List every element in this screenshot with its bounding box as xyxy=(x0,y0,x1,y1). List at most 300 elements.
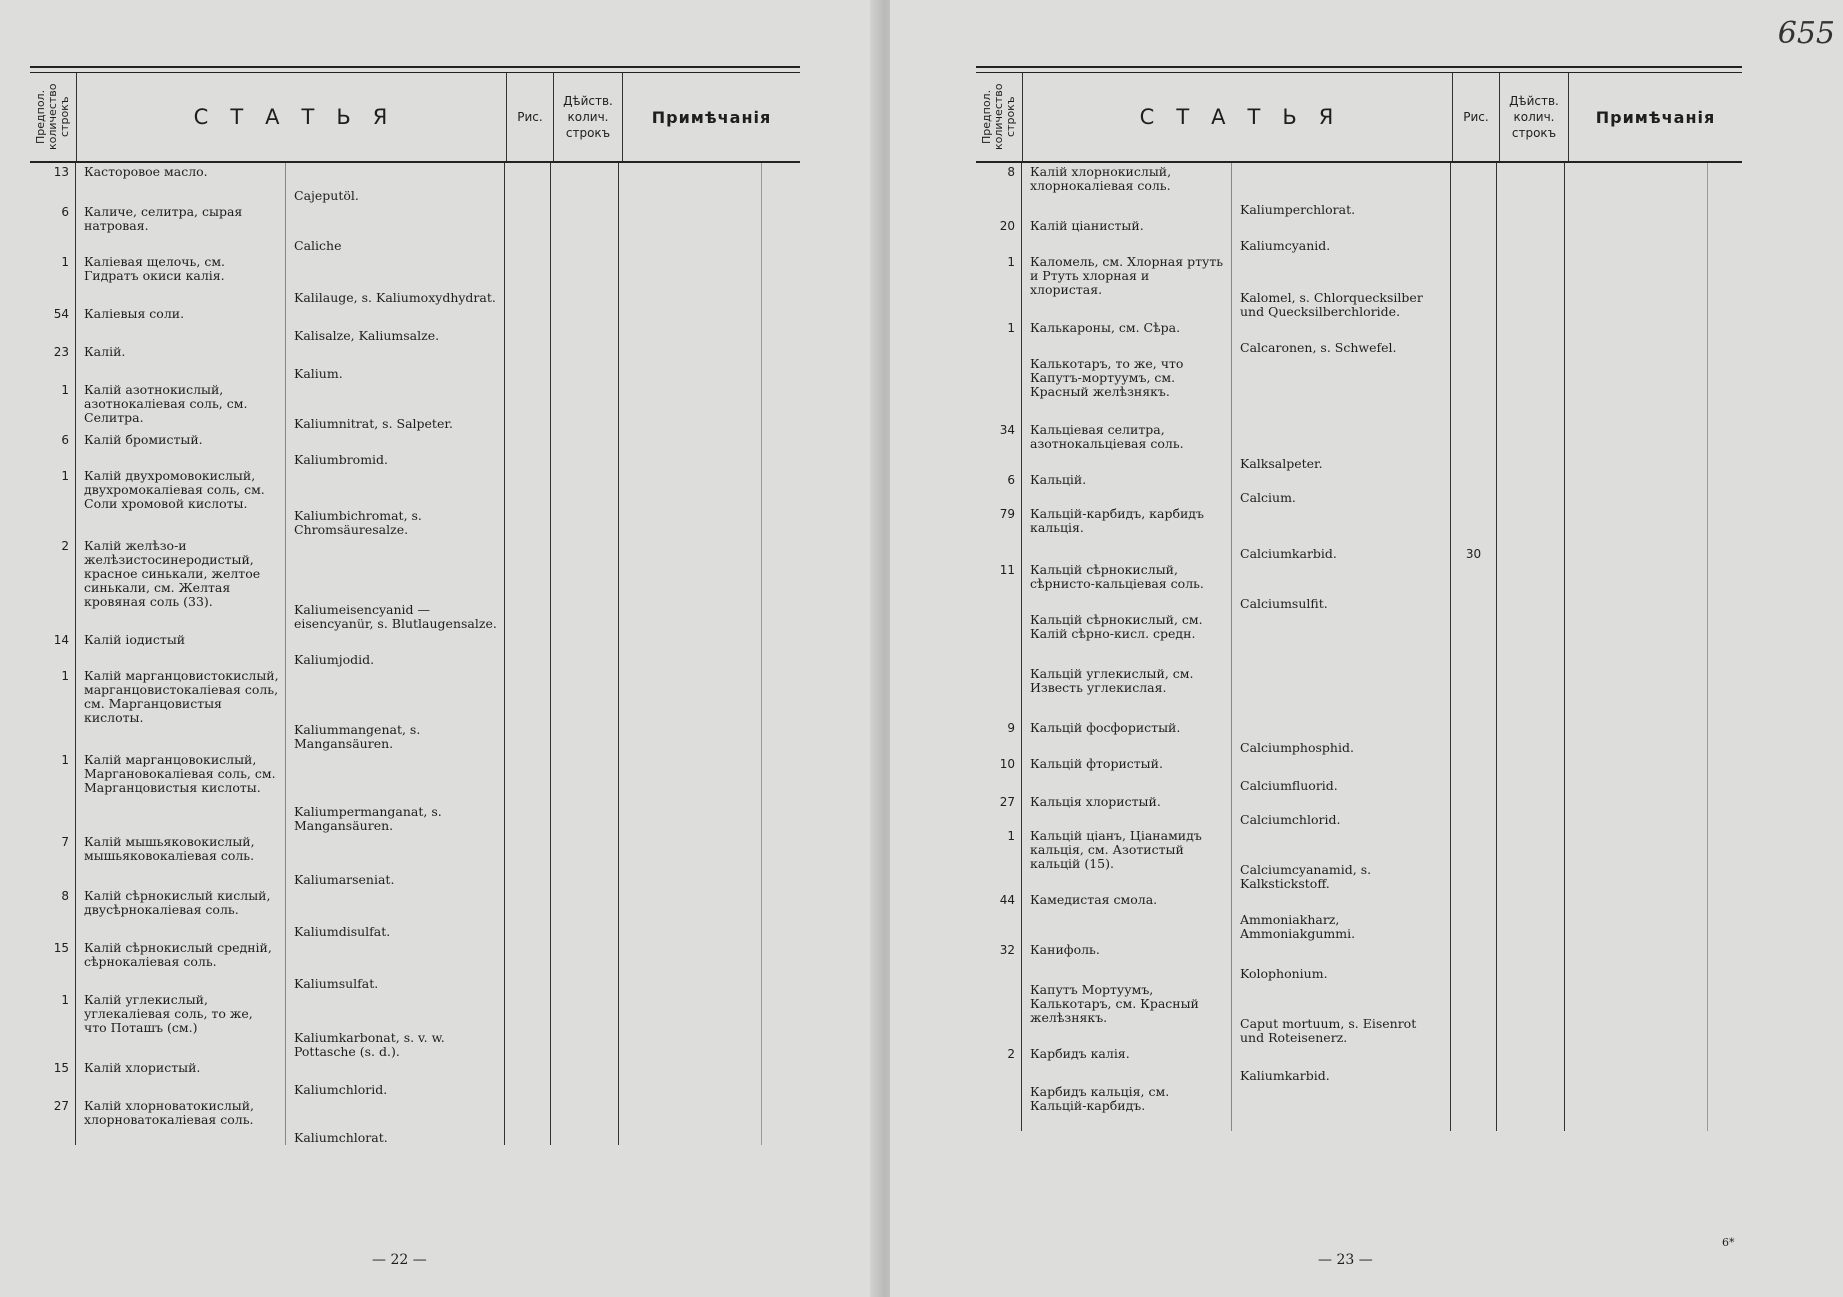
row-figure xyxy=(1451,827,1497,891)
row-article xyxy=(76,163,505,203)
german-term: Calcium. xyxy=(1240,490,1296,505)
row-article xyxy=(1022,941,1451,981)
row-figure xyxy=(1451,1045,1497,1083)
table-row xyxy=(30,631,800,667)
german-term-cell xyxy=(1232,981,1450,1045)
row-count: 2 xyxy=(976,1045,1022,1083)
russian-term: Калій углекислый, углекаліевая соль, то же, что Поташъ (см.) xyxy=(76,991,286,1059)
row-article xyxy=(76,631,505,667)
table-row xyxy=(30,467,800,537)
row-notes xyxy=(1565,793,1742,827)
row-actual-count xyxy=(551,467,619,537)
russian-term: Кальціевая селитра, азотнокальціевая соль. xyxy=(1022,421,1232,471)
german-term-cell xyxy=(1232,561,1450,611)
row-count xyxy=(976,981,1022,1045)
german-term-cell xyxy=(1232,1083,1450,1131)
row-actual-count xyxy=(551,381,619,431)
folio-number: 655 xyxy=(1777,16,1835,51)
row-notes xyxy=(619,203,800,253)
row-article xyxy=(1022,665,1451,719)
row-article xyxy=(76,305,505,343)
russian-term: Карбидъ калія. xyxy=(1022,1045,1232,1083)
russian-term: Калій желѣзо-и желѣзистосинеродистый, красное синькали, желтое синькали, см. Желтая кровяная соль (33). xyxy=(76,537,286,631)
row-notes xyxy=(1565,505,1742,561)
table-row xyxy=(976,471,1742,505)
german-term-cell xyxy=(1232,1045,1450,1083)
row-notes xyxy=(619,467,800,537)
row-figure xyxy=(1451,981,1497,1045)
table-row xyxy=(976,941,1742,981)
german-term: Calcaronen, s. Schwefel. xyxy=(1240,340,1397,355)
top-rule xyxy=(30,66,800,73)
russian-term: Касторовое масло. xyxy=(76,163,286,203)
row-article xyxy=(1022,163,1451,217)
table-row xyxy=(976,355,1742,421)
row-figure xyxy=(505,751,551,833)
table-row xyxy=(30,939,800,991)
row-count: 1 xyxy=(30,751,76,833)
row-count: 6 xyxy=(30,203,76,253)
row-article xyxy=(1022,611,1451,665)
row-actual-count xyxy=(1497,421,1565,471)
row-article xyxy=(76,1097,505,1145)
row-figure xyxy=(1451,665,1497,719)
notes-header xyxy=(1569,73,1742,161)
row-notes xyxy=(619,381,800,431)
table-row xyxy=(976,561,1742,611)
row-figure xyxy=(1451,755,1497,793)
row-figure xyxy=(1451,163,1497,217)
row-actual-count xyxy=(1497,941,1565,981)
russian-term: Каличе, селитра, сырая натровая. xyxy=(76,203,286,253)
german-term: Kalomel, s. Chlorquecksilber und Quecksilberchloride. xyxy=(1240,290,1423,319)
row-article xyxy=(1022,217,1451,253)
table-row xyxy=(976,163,1742,217)
row-count: 9 xyxy=(976,719,1022,755)
german-term: Kaliumbromid. xyxy=(294,452,389,467)
row-actual-count xyxy=(1497,505,1565,561)
row-notes xyxy=(619,667,800,751)
row-figure xyxy=(1451,217,1497,253)
left-page-number: — 22 — xyxy=(372,1252,427,1268)
russian-term: Камедистая смола. xyxy=(1022,891,1232,941)
russian-term: Карбидъ кальція, см. Кальцій-карбидъ. xyxy=(1022,1083,1232,1131)
row-figure xyxy=(1451,421,1497,471)
row-notes xyxy=(1565,217,1742,253)
notes-header xyxy=(623,73,800,161)
row-notes xyxy=(1565,355,1742,421)
row-notes xyxy=(1565,1045,1742,1083)
german-term-cell xyxy=(286,253,504,305)
row-figure xyxy=(505,939,551,991)
row-actual-count xyxy=(551,631,619,667)
russian-term: Кальцій фосфористый. xyxy=(1022,719,1232,755)
russian-term: Калій мышьяковокислый, мышьяковокаліевая соль. xyxy=(76,833,286,887)
row-count: 1 xyxy=(30,253,76,305)
table-row xyxy=(30,537,800,631)
fig-header-label: Рис. xyxy=(1463,110,1489,124)
table-row xyxy=(30,1097,800,1145)
row-figure xyxy=(505,305,551,343)
row-actual-count xyxy=(551,991,619,1059)
row-figure xyxy=(505,163,551,203)
german-term-cell xyxy=(1232,217,1450,253)
german-term-cell xyxy=(286,631,504,667)
row-actual-count xyxy=(1497,217,1565,253)
row-article xyxy=(1022,1083,1451,1131)
german-term-cell xyxy=(286,381,504,431)
row-count: 15 xyxy=(30,939,76,991)
row-actual-count xyxy=(1497,163,1565,217)
row-notes xyxy=(1565,719,1742,755)
german-term: Calciumcyanamid, s. Kalkstickstoff. xyxy=(1240,862,1372,891)
german-term-cell xyxy=(286,1097,504,1145)
row-actual-count xyxy=(1497,719,1565,755)
row-article xyxy=(76,467,505,537)
row-actual-count xyxy=(551,537,619,631)
german-term: Kaliumkarbonat, s. v. w. Pottasche (s. d.). xyxy=(294,1030,445,1059)
german-term-cell xyxy=(286,431,504,467)
row-notes xyxy=(619,537,800,631)
russian-term: Калій хлорнокислый, хлорнокаліевая соль. xyxy=(1022,163,1232,217)
german-term: Cajeputöl. xyxy=(294,188,359,203)
table-row xyxy=(30,1059,800,1097)
german-term: Kalium. xyxy=(294,366,343,381)
top-rule xyxy=(976,66,1742,73)
table-row xyxy=(30,887,800,939)
german-term-cell xyxy=(1232,421,1450,471)
row-notes xyxy=(1565,941,1742,981)
german-term-cell xyxy=(286,305,504,343)
german-term-cell xyxy=(286,467,504,537)
german-term-cell xyxy=(286,537,504,631)
row-actual-count xyxy=(551,343,619,381)
table-row xyxy=(976,611,1742,665)
table-row xyxy=(976,891,1742,941)
table-row xyxy=(976,981,1742,1045)
row-actual-count xyxy=(1497,561,1565,611)
row-figure xyxy=(505,1097,551,1145)
row-count xyxy=(976,611,1022,665)
german-term: Calciumsulfit. xyxy=(1240,596,1328,611)
german-term: Ammoniakharz, Ammoniakgummi. xyxy=(1240,912,1356,941)
german-term-cell xyxy=(1232,793,1450,827)
row-notes xyxy=(619,305,800,343)
row-figure xyxy=(1451,941,1497,981)
row-actual-count xyxy=(551,887,619,939)
german-term-cell xyxy=(286,833,504,887)
row-count: 20 xyxy=(976,217,1022,253)
row-count xyxy=(976,665,1022,719)
russian-term: Калій сѣрнокислый кислый, двусѣрнокаліевая соль. xyxy=(76,887,286,939)
german-term-cell xyxy=(1232,719,1450,755)
row-notes xyxy=(619,887,800,939)
table-row xyxy=(976,827,1742,891)
row-article xyxy=(1022,719,1451,755)
row-count: 8 xyxy=(976,163,1022,217)
row-actual-count xyxy=(551,833,619,887)
table-row xyxy=(976,755,1742,793)
russian-term: Кальцій фтористый. xyxy=(1022,755,1232,793)
row-count: 14 xyxy=(30,631,76,667)
row-actual-count xyxy=(1497,1083,1565,1131)
russian-term: Каліевыя соли. xyxy=(76,305,286,343)
row-count: 54 xyxy=(30,305,76,343)
row-figure xyxy=(1451,891,1497,941)
row-figure xyxy=(505,991,551,1059)
table-row xyxy=(976,421,1742,471)
row-article xyxy=(76,203,505,253)
german-term: Kaliumperchlorat. xyxy=(1240,202,1356,217)
table-row xyxy=(30,305,800,343)
german-term: Caliche xyxy=(294,238,342,253)
row-count: 10 xyxy=(976,755,1022,793)
table-row xyxy=(976,719,1742,755)
row-notes xyxy=(1565,981,1742,1045)
actual-header xyxy=(1500,73,1569,161)
german-term: Kalksalpeter. xyxy=(1240,456,1323,471)
german-term-cell xyxy=(286,991,504,1059)
german-term-cell xyxy=(1232,827,1450,891)
table-row xyxy=(30,991,800,1059)
row-article xyxy=(1022,319,1451,355)
row-notes xyxy=(1565,1083,1742,1131)
table-row xyxy=(30,163,800,203)
row-article xyxy=(1022,471,1451,505)
row-count: 34 xyxy=(976,421,1022,471)
german-term: Kaliumdisulfat. xyxy=(294,924,391,939)
count-header-label: Предпол. количество строкъ xyxy=(980,83,1017,151)
row-actual-count xyxy=(551,1097,619,1145)
row-figure xyxy=(505,381,551,431)
row-article xyxy=(76,833,505,887)
row-actual-count xyxy=(1497,1045,1565,1083)
row-figure xyxy=(1451,355,1497,421)
article-header-label: СТАТЬЯ xyxy=(193,105,410,129)
german-term: Kaliumcyanid. xyxy=(1240,238,1331,253)
russian-term: Каліевая щелочь, см. Гидратъ окиси калія. xyxy=(76,253,286,305)
row-notes xyxy=(1565,611,1742,665)
german-term-cell xyxy=(1232,611,1450,665)
row-count: 1 xyxy=(30,381,76,431)
german-term: Caput mortuum, s. Eisenrot und Roteisenerz. xyxy=(1240,1016,1417,1045)
row-notes xyxy=(1565,827,1742,891)
row-figure xyxy=(505,667,551,751)
german-term-cell xyxy=(1232,505,1450,561)
german-term-cell xyxy=(286,751,504,833)
row-count: 27 xyxy=(30,1097,76,1145)
row-figure: 30 xyxy=(1451,505,1497,561)
russian-term: Калій бромистый. xyxy=(76,431,286,467)
german-term-cell xyxy=(1232,163,1450,217)
russian-term: Кальцій углекислый, см. Известь углекислая. xyxy=(1022,665,1232,719)
row-article xyxy=(76,991,505,1059)
german-term: Kaliumkarbid. xyxy=(1240,1068,1330,1083)
table-row xyxy=(30,253,800,305)
german-term-cell xyxy=(286,939,504,991)
german-term: Calciumfluorid. xyxy=(1240,778,1338,793)
table-row xyxy=(976,217,1742,253)
row-count: 7 xyxy=(30,833,76,887)
actual-header-label: Дѣйств. колич. строкъ xyxy=(1509,94,1559,140)
row-article xyxy=(76,537,505,631)
row-article xyxy=(1022,355,1451,421)
row-article xyxy=(76,751,505,833)
table-row xyxy=(976,1045,1742,1083)
row-notes xyxy=(619,833,800,887)
right-table-body xyxy=(976,163,1742,1131)
row-notes xyxy=(619,253,800,305)
german-term-cell xyxy=(286,203,504,253)
russian-term: Кальцій сѣрнокислый, см. Калій сѣрно-кисл. средн. xyxy=(1022,611,1232,665)
row-article xyxy=(1022,981,1451,1045)
row-actual-count xyxy=(551,751,619,833)
russian-term: Калій іодистый xyxy=(76,631,286,667)
row-actual-count xyxy=(1497,793,1565,827)
row-notes xyxy=(1565,421,1742,471)
russian-term: Кальція хлористый. xyxy=(1022,793,1232,827)
row-notes xyxy=(619,343,800,381)
row-notes xyxy=(619,1059,800,1097)
row-notes xyxy=(1565,755,1742,793)
table-row xyxy=(30,667,800,751)
row-actual-count xyxy=(1497,665,1565,719)
table-row xyxy=(30,381,800,431)
notes-header-label: Примѣчанія xyxy=(651,107,772,127)
row-figure xyxy=(505,631,551,667)
row-article xyxy=(76,381,505,431)
row-figure xyxy=(505,431,551,467)
russian-term: Каломель, см. Хлорная ртуть и Ртуть хлорная и хлористая. xyxy=(1022,253,1232,319)
row-article xyxy=(1022,253,1451,319)
russian-term: Калій марганцовокислый, Маргановокаліевая соль, см. Марганцовистыя кислоты. xyxy=(76,751,286,833)
german-term: Kaliummangenat, s. Mangansäuren. xyxy=(294,722,421,751)
row-article xyxy=(1022,755,1451,793)
row-actual-count xyxy=(1497,319,1565,355)
row-notes xyxy=(1565,891,1742,941)
row-count: 11 xyxy=(976,561,1022,611)
german-term: Kaliumarseniat. xyxy=(294,872,395,887)
right-page xyxy=(890,0,1843,1297)
row-count: 6 xyxy=(30,431,76,467)
left-page xyxy=(0,0,880,1297)
russian-term: Кальцій ціанъ, Ціанамидъ кальція, см. Азотистый кальцій (15). xyxy=(1022,827,1232,891)
fig-header xyxy=(1453,73,1500,161)
table-row xyxy=(976,1083,1742,1131)
german-term-cell xyxy=(1232,319,1450,355)
table-row xyxy=(30,431,800,467)
german-term: Calciumphosphid. xyxy=(1240,740,1354,755)
russian-term: Калій марганцовистокислый, марганцовистокаліевая соль, см. Марганцовистыя кислоты. xyxy=(76,667,286,751)
german-term: Kaliumchlorat. xyxy=(294,1130,388,1145)
russian-term: Кальцій. xyxy=(1022,471,1232,505)
right-page-number: — 23 — xyxy=(1318,1252,1373,1268)
row-article xyxy=(76,343,505,381)
row-figure xyxy=(505,887,551,939)
row-actual-count xyxy=(1497,253,1565,319)
row-actual-count xyxy=(1497,755,1565,793)
row-article xyxy=(76,887,505,939)
count-header xyxy=(976,73,1023,161)
row-article xyxy=(1022,421,1451,471)
row-figure xyxy=(505,253,551,305)
table-row xyxy=(976,793,1742,827)
row-notes xyxy=(619,939,800,991)
notes-header-label: Примѣчанія xyxy=(1595,107,1716,127)
german-term-cell xyxy=(1232,471,1450,505)
row-actual-count xyxy=(551,667,619,751)
row-count: 1 xyxy=(30,991,76,1059)
row-figure xyxy=(505,1059,551,1097)
row-actual-count xyxy=(551,1059,619,1097)
table-row xyxy=(30,751,800,833)
row-count: 1 xyxy=(30,667,76,751)
row-actual-count xyxy=(551,203,619,253)
row-figure xyxy=(505,833,551,887)
german-term-cell xyxy=(1232,665,1450,719)
row-figure xyxy=(505,467,551,537)
german-term-cell xyxy=(286,163,504,203)
row-count: 23 xyxy=(30,343,76,381)
row-notes xyxy=(1565,319,1742,355)
row-figure xyxy=(1451,611,1497,665)
russian-term: Кальцій-карбидъ, карбидъ кальція. xyxy=(1022,505,1232,561)
row-notes xyxy=(619,431,800,467)
row-notes xyxy=(1565,471,1742,505)
actual-header xyxy=(554,73,623,161)
row-notes xyxy=(1565,163,1742,217)
actual-header-label: Дѣйств. колич. строкъ xyxy=(563,94,613,140)
row-count: 79 xyxy=(976,505,1022,561)
row-count: 8 xyxy=(30,887,76,939)
german-term: Kalilauge, s. Kaliumoxydhydrat. xyxy=(294,290,496,305)
german-term-cell xyxy=(286,343,504,381)
row-figure xyxy=(505,203,551,253)
row-figure xyxy=(1451,319,1497,355)
row-count xyxy=(976,355,1022,421)
row-notes xyxy=(1565,561,1742,611)
left-table xyxy=(30,66,800,1145)
russian-term: Канифоль. xyxy=(1022,941,1232,981)
russian-term: Калькароны, см. Сѣра. xyxy=(1022,319,1232,355)
german-term-cell xyxy=(1232,941,1450,981)
german-term: Kaliumbichromat, s. Chromsäuresalze. xyxy=(294,508,422,537)
russian-term: Калій ціанистый. xyxy=(1022,217,1232,253)
german-term-cell xyxy=(286,667,504,751)
row-count: 1 xyxy=(976,827,1022,891)
german-term: Kaliumnitrat, s. Salpeter. xyxy=(294,416,453,431)
row-figure xyxy=(1451,719,1497,755)
german-term: Kaliumjodid. xyxy=(294,652,375,667)
article-header xyxy=(1023,73,1453,161)
russian-term: Кальцій сѣрнокислый, сѣрнисто-кальціевая соль. xyxy=(1022,561,1232,611)
row-figure xyxy=(505,343,551,381)
article-header xyxy=(77,73,507,161)
table-header xyxy=(976,73,1742,163)
table-row xyxy=(976,665,1742,719)
german-term: Kalisalze, Kaliumsalze. xyxy=(294,328,440,343)
row-actual-count xyxy=(1497,355,1565,421)
russian-term: Калій азотнокислый, азотнокаліевая соль, см. Селитра. xyxy=(76,381,286,431)
german-term: Kaliumeisencyanid — eisencyanür, s. Blutlaugensalze. xyxy=(294,602,497,631)
german-term-cell xyxy=(286,887,504,939)
row-count: 2 xyxy=(30,537,76,631)
russian-term: Калій хлорноватокислый, хлорноватокаліевая соль. xyxy=(76,1097,286,1145)
count-header xyxy=(30,73,77,161)
fig-header xyxy=(507,73,554,161)
row-actual-count xyxy=(1497,611,1565,665)
german-term-cell xyxy=(1232,253,1450,319)
